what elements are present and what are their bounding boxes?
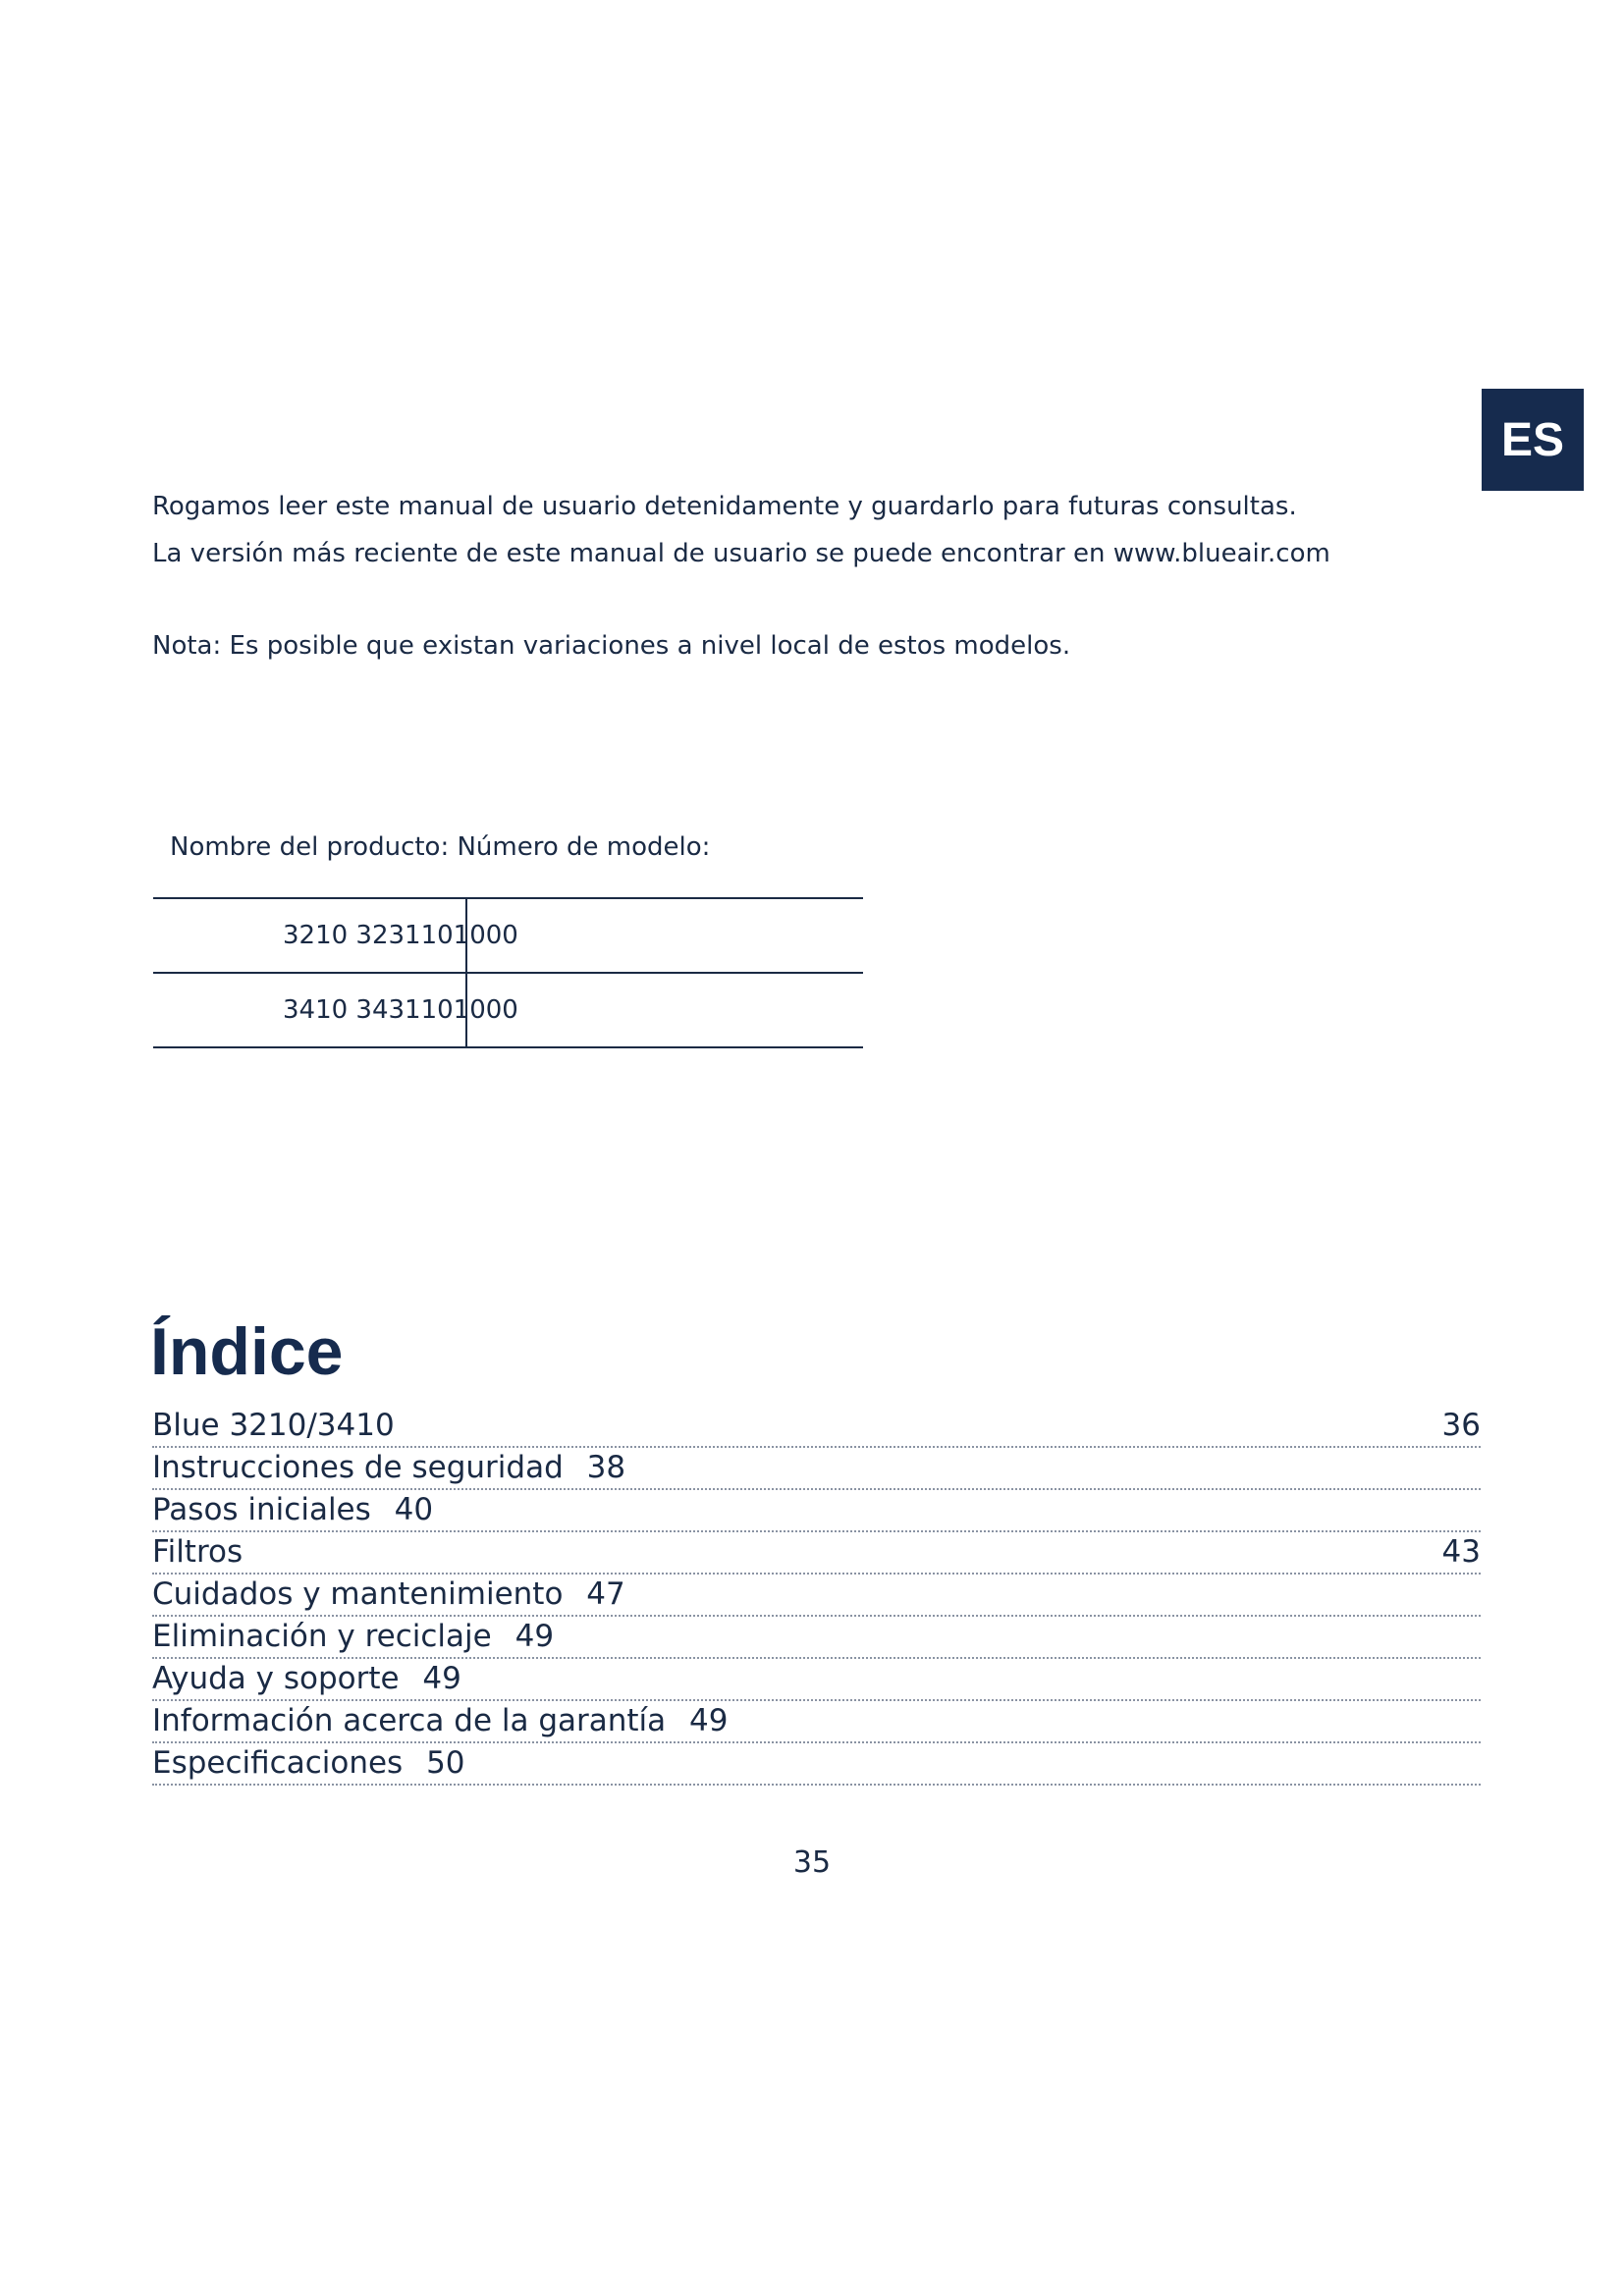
toc-item-page: 49 [422,1661,461,1696]
table-rule [153,1046,863,1048]
toc-item[interactable] [152,1406,1481,1448]
toc-item-page: 50 [426,1745,465,1781]
toc-item-label: Ayuda y soporte [152,1661,400,1696]
table-of-contents [152,1406,1481,1786]
toc-item-label: Blue 3210/3410 [152,1408,395,1443]
intro-note: Nota: Es posible que existan variaciones a nivel local de estos modelos. [152,631,1071,661]
toc-item-label: Pasos iniciales [152,1492,371,1527]
toc-item-page: 40 [394,1492,434,1527]
table-cell: 3210 3231101000 [283,921,518,950]
toc-item-page: 38 [586,1450,626,1485]
toc-item-page: 49 [514,1619,555,1654]
toc-item[interactable] [152,1701,1481,1743]
toc-item[interactable] [152,1743,1481,1786]
toc-item-label: Cuidados y mantenimiento [152,1576,564,1612]
table-row [153,899,863,972]
toc-item-page: 43 [1441,1534,1481,1570]
product-table-header: Nombre del producto: Número de modelo: [170,832,711,862]
toc-item-label: Especificaciones [152,1745,404,1781]
toc-item[interactable] [152,1490,1481,1532]
toc-item-label: Filtros [152,1534,244,1570]
product-table [153,897,863,1048]
table-cell: 3410 3431101000 [283,995,518,1025]
toc-item-label: Información acerca de la garantía [152,1703,667,1738]
toc-item-page: 47 [586,1576,625,1612]
toc-item-page: 49 [689,1703,729,1738]
toc-item[interactable] [152,1575,1481,1617]
language-tab: ES [1482,389,1584,491]
intro-block [152,483,1330,669]
index-title: Índice [150,1314,344,1389]
toc-item-page: 36 [1441,1408,1481,1443]
toc-item-label: Eliminación y reciclaje [152,1619,492,1654]
toc-item[interactable] [152,1659,1481,1701]
page-number: 35 [792,1845,832,1880]
table-row [153,974,863,1046]
toc-item[interactable] [152,1617,1481,1659]
toc-item[interactable] [152,1532,1481,1575]
intro-line-1: Rogamos leer este manual de usuario detenidamente y guardarlo para futuras consultas. [152,492,1297,521]
intro-line-2: La versión más reciente de este manual de usuario se puede encontrar en www.blueair.com [152,539,1330,568]
toc-item[interactable] [152,1448,1481,1490]
toc-item-label: Instrucciones de seguridad [152,1450,564,1485]
